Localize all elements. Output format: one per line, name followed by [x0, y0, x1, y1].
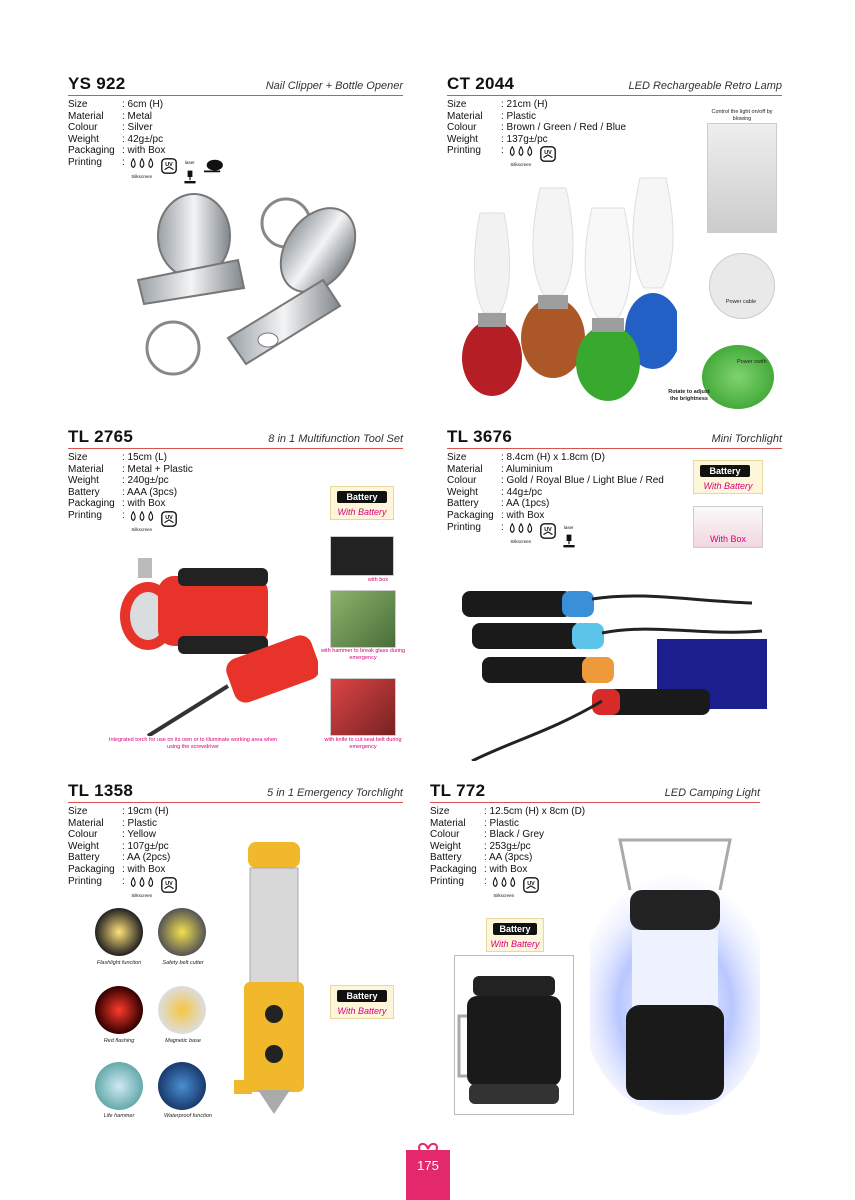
uv-print-icon — [539, 522, 557, 550]
product-code: CT 2044 — [447, 74, 515, 93]
spec-row: Weight : 137g±/pc — [447, 133, 548, 145]
caption-power-switch: Power swith — [737, 359, 767, 365]
caption-waterproof: Waterproof function — [164, 1113, 212, 1119]
spec-row: Material : Plastic — [68, 817, 158, 829]
caption-torch: Integrated torch for use on its own or to illuminate working area when using the screwdriver — [108, 737, 278, 750]
spec-row: Size : 6cm (H) — [68, 99, 164, 110]
product-subtitle: LED Rechargeable Retro Lamp — [628, 80, 782, 92]
product-code: YS 922 — [68, 74, 126, 93]
product-subtitle: LED Camping Light — [664, 787, 760, 799]
printing-icons — [128, 876, 178, 902]
spec-list — [447, 452, 664, 549]
silkscreen-icon: Silkscreen — [128, 157, 156, 185]
page-number: 175 — [417, 1158, 439, 1173]
spec-row: Printing : Silkscreen — [447, 145, 626, 171]
spec-row: Packaging : with Box — [68, 863, 166, 875]
spec-row: Battery : AA (3pcs) — [430, 852, 533, 864]
nail-clipper-image — [118, 188, 378, 398]
product-code: TL 772 — [430, 781, 486, 800]
printing-icons — [490, 876, 540, 902]
printing-icons — [128, 157, 224, 185]
spec-row: Weight : 240g±/pc — [68, 475, 169, 487]
spec-row: Weight : 42g±/pc — [68, 133, 164, 145]
gift-icon — [416, 1139, 440, 1153]
hammer-photo — [330, 590, 396, 648]
box-photo — [330, 536, 394, 576]
product-ct2044 — [447, 73, 782, 413]
product-code: TL 2765 — [68, 427, 134, 446]
spec-row: Material : Aluminium — [447, 463, 553, 475]
product-tl2765 — [68, 426, 406, 756]
product-code: TL 1358 — [68, 781, 134, 800]
uv-print-icon — [160, 876, 178, 902]
silkscreen-icon: Silkscreen — [128, 510, 156, 536]
knife-photo — [330, 678, 396, 736]
caption-red-flashing: Red flashing — [103, 1038, 135, 1044]
product-code: TL 3676 — [447, 427, 513, 446]
spec-row: Colour : Yellow — [68, 829, 156, 841]
power-cable-photo — [709, 253, 775, 319]
emergency-torch-image — [228, 832, 318, 1114]
product-header — [447, 426, 782, 449]
spec-list — [68, 452, 193, 536]
battery-badge: Battery With Battery — [330, 985, 394, 1019]
silkscreen-icon: Silkscreen — [507, 522, 535, 550]
product-ys922 — [68, 73, 403, 393]
spec-row: Packaging : with Box — [430, 863, 528, 875]
product-header — [430, 780, 760, 803]
spec-row: Weight : 107g±/pc — [68, 840, 169, 852]
spec-row: Size : 19cm (H) — [68, 806, 169, 817]
spec-row: Material : Metal + Plastic — [68, 463, 193, 475]
spec-row: Weight : 253g±/pc — [430, 840, 531, 852]
spec-row: Size : 12.5cm (H) x 8cm (D) — [430, 806, 586, 817]
caption-knife: with knife to cut seat belt during emergency — [324, 737, 402, 750]
spec-row: Material : Metal — [68, 110, 153, 122]
spec-row: Packaging : with Box — [447, 509, 545, 521]
feature-waterproof — [158, 1062, 206, 1110]
product-subtitle: Nail Clipper + Bottle Opener — [265, 80, 403, 92]
printing-icons — [507, 522, 577, 550]
uv-print-icon — [160, 510, 178, 536]
caption-rotate: Rotate to adjust the brightness — [668, 389, 710, 402]
spec-row: Battery : AAA (3pcs) — [68, 486, 178, 498]
caption-with-box: with box — [367, 577, 389, 583]
tool-set-image — [108, 536, 318, 736]
caption-flashlight: Flashlight function — [96, 960, 142, 966]
spec-row: Battery : AA (2pcs) — [68, 852, 171, 864]
blowing-photo — [707, 123, 777, 233]
spec-row: Printing : Silkscreen — [68, 876, 178, 902]
product-subtitle: 5 in 1 Emergency Torchlight — [267, 787, 403, 799]
epoxy-icon — [202, 157, 224, 185]
product-header — [447, 73, 782, 96]
spec-row: Printing : Silkscreen laser — [447, 522, 664, 550]
spec-list — [430, 806, 585, 901]
spec-row: Material : Plastic — [447, 110, 537, 122]
product-tl3676 — [447, 426, 782, 766]
feature-flashlight — [95, 908, 143, 956]
caption-power-cable: Power cable — [725, 299, 757, 305]
torchlights-image — [452, 561, 772, 761]
product-tl772 — [430, 780, 760, 1125]
printing-icons — [128, 510, 178, 536]
uv-print-icon — [160, 157, 178, 185]
spec-row: Size : 15cm (L) — [68, 452, 168, 463]
laser-icon: laser — [561, 522, 577, 550]
spec-row: Printing : Silkscreen — [68, 510, 193, 536]
uv-print-icon — [522, 876, 540, 902]
retro-lamps-image — [452, 173, 677, 403]
silkscreen-icon: Silkscreen — [507, 145, 535, 171]
feature-belt-cutter — [158, 908, 206, 956]
product-header — [68, 426, 403, 449]
camping-lantern-image — [590, 830, 760, 1120]
spec-row: Colour : Black / Grey — [430, 829, 545, 841]
silkscreen-icon: Silkscreen — [128, 876, 156, 902]
uv-print-icon — [539, 145, 557, 171]
spec-row: Size : 21cm (H) — [447, 99, 548, 110]
silkscreen-icon: Silkscreen — [490, 876, 518, 902]
product-header — [68, 780, 403, 803]
spec-list — [447, 99, 626, 171]
spec-row: Size : 8.4cm (H) x 1.8cm (D) — [447, 452, 605, 463]
caption-hammer: with hammer to break glass during emergency — [320, 648, 406, 661]
feature-red-flashing — [95, 986, 143, 1034]
caption-life-hammer: Life hammer — [103, 1113, 135, 1119]
battery-badge: Battery With Battery — [486, 918, 544, 952]
spec-list — [68, 99, 224, 185]
spec-row: Battery : AA (1pcs) — [447, 498, 550, 510]
caption-blow: Control the light on/off by blowing — [711, 109, 773, 122]
lantern-closed-icon — [455, 956, 573, 1114]
battery-badge: Battery With Battery — [693, 460, 763, 494]
laser-icon: laser — [182, 157, 198, 185]
feature-life-hammer — [95, 1062, 143, 1110]
spec-list — [68, 806, 178, 901]
spec-row: Printing : Silkscreen — [430, 876, 585, 902]
product-tl1358 — [68, 780, 403, 1125]
caption-belt-cutter: Safety belt cutter — [162, 960, 204, 966]
caption-magnetic-base: Magnetic base — [165, 1038, 201, 1044]
printing-icons — [507, 145, 557, 171]
battery-badge: Battery With Battery — [330, 486, 394, 520]
spec-row: Colour : Brown / Green / Red / Blue — [447, 122, 627, 134]
product-subtitle: Mini Torchlight — [711, 433, 782, 445]
spec-row: Colour : Gold / Royal Blue / Light Blue / Red — [447, 475, 664, 487]
spec-row: Packaging : with Box — [68, 145, 166, 157]
spec-row: Packaging : with Box — [68, 498, 166, 510]
feature-magnetic-base — [158, 986, 206, 1034]
page-number-tab — [406, 1150, 450, 1200]
product-subtitle: 8 in 1 Multifunction Tool Set — [268, 433, 403, 445]
caption-with-box: With Box — [709, 534, 746, 544]
collapsed-lantern-photo — [454, 955, 574, 1115]
product-header — [68, 73, 403, 96]
spec-row: Printing : Silkscreen laser — [68, 157, 224, 185]
spec-row: Weight : 44g±/pc — [447, 486, 543, 498]
spec-row: Colour : Silver — [68, 122, 153, 134]
spec-row: Material : Plastic — [430, 817, 520, 829]
